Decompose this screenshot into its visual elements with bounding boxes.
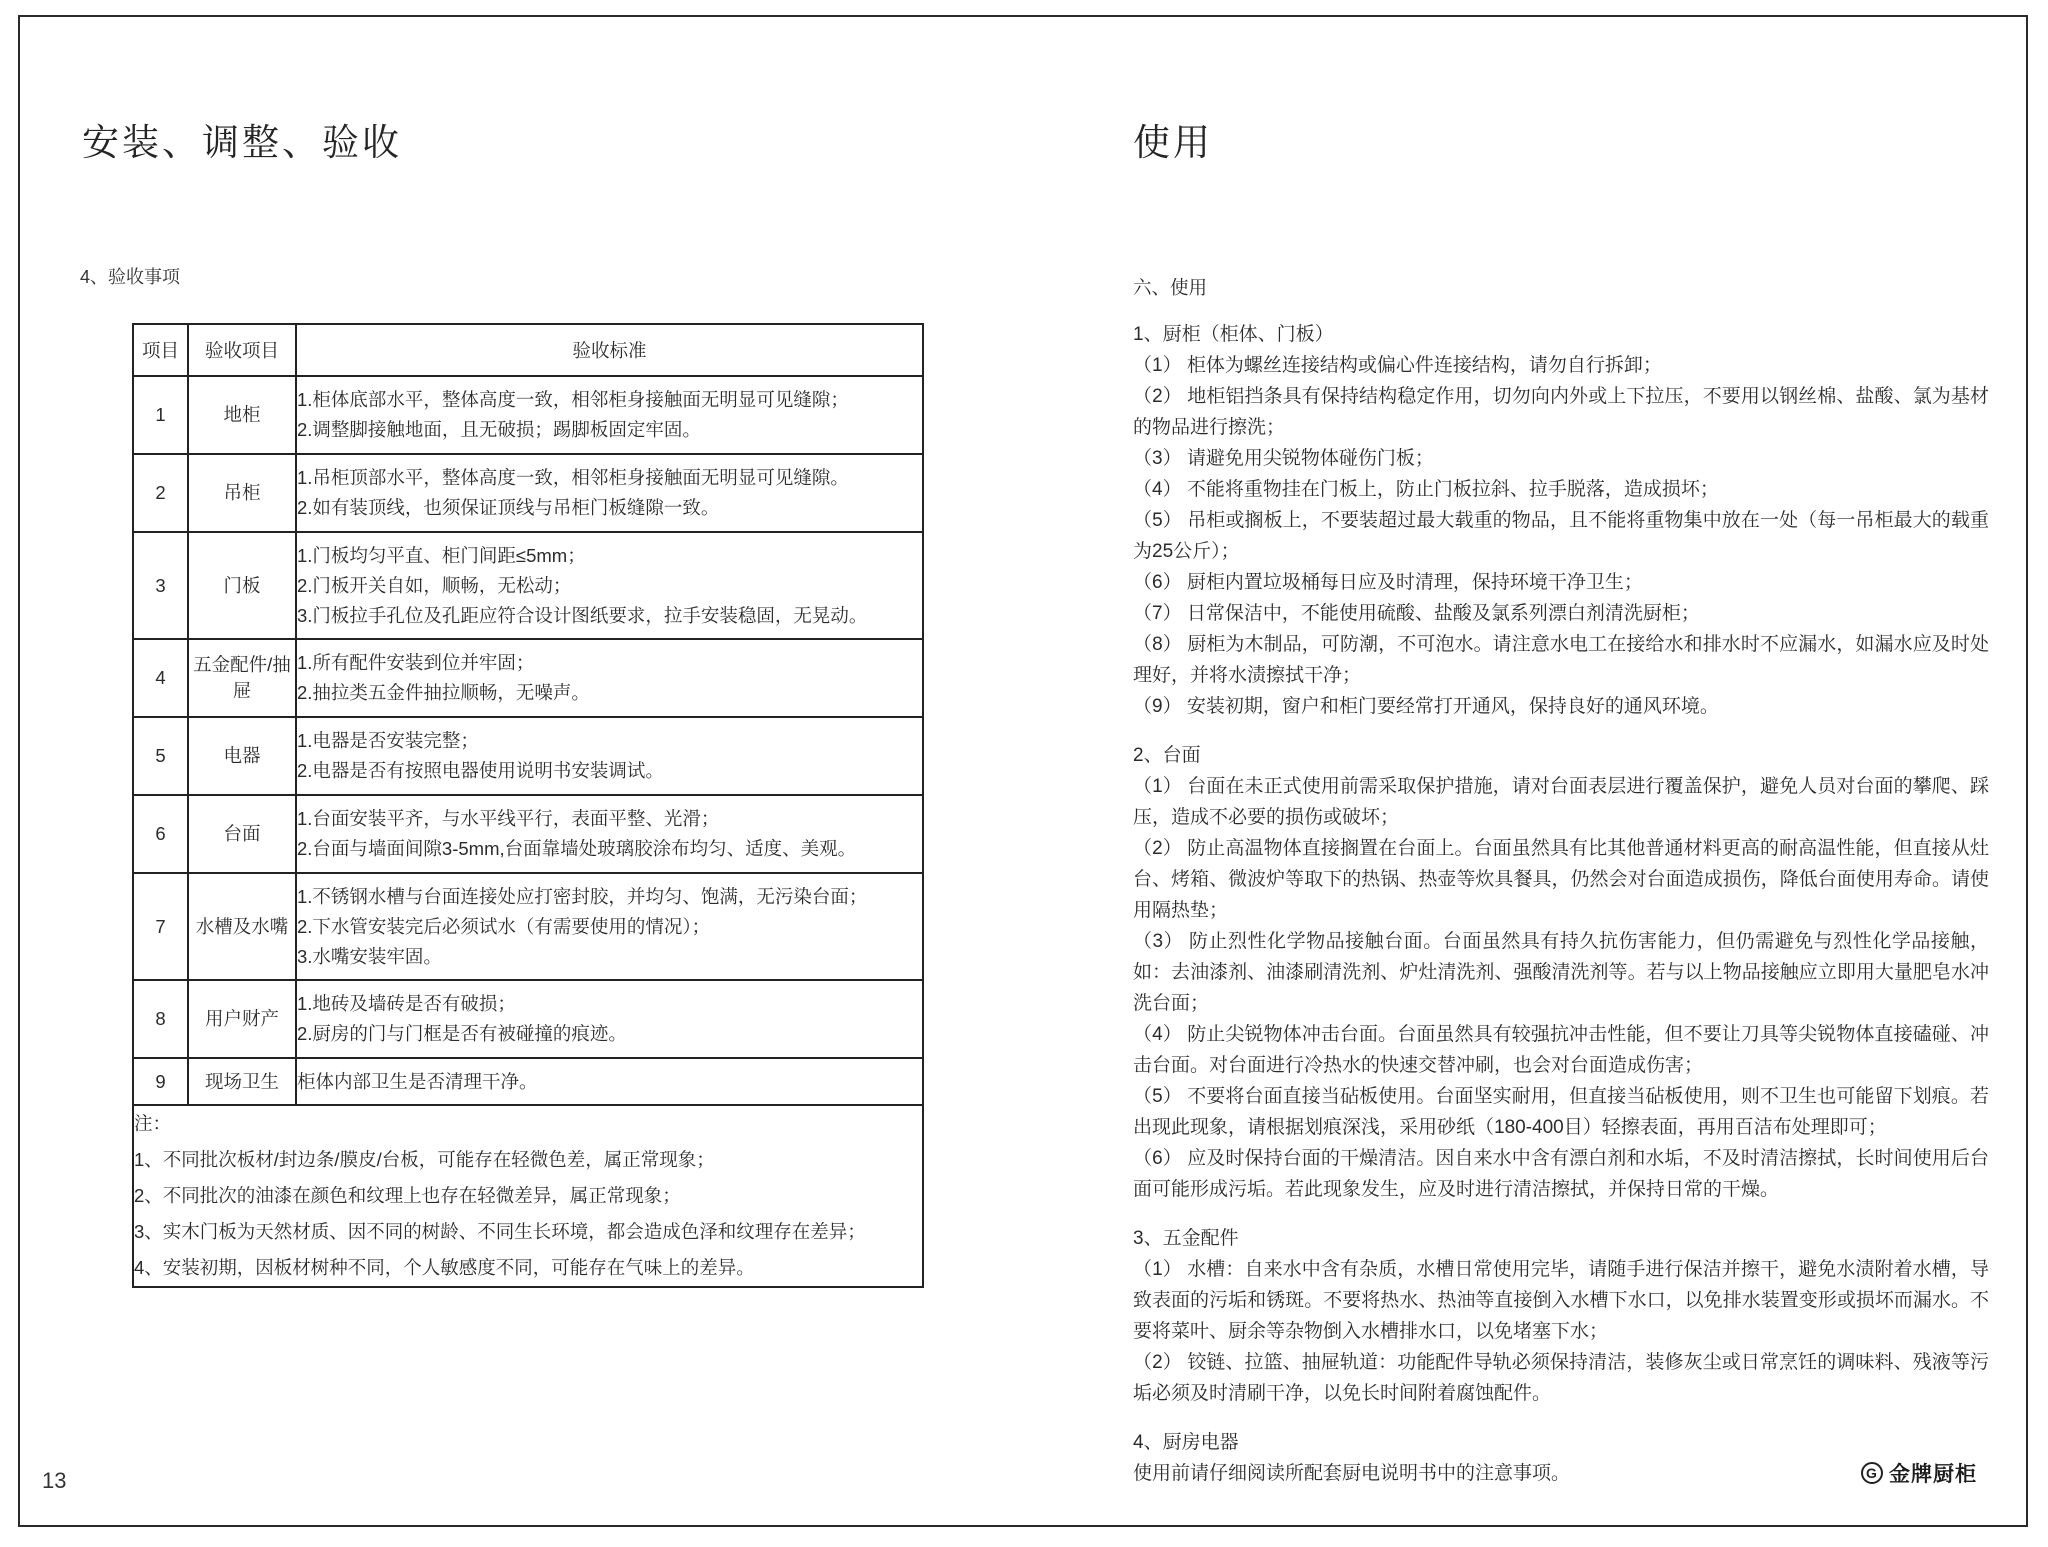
note-line: 2、不同批次的油漆在颜色和纹理上也存在轻微差异，属正常现象；	[134, 1185, 681, 1206]
usage-item: （1） 水槽：自来水中含有杂质，水槽日常使用完毕，请随手进行保洁并擦干，避免水渍附着水槽，导致表面的污垢和锈斑。不要将热水、热油等直接倒入水槽下水口，以免排水装置变形或损坏而漏水。不要将菜叶、厨余等杂物倒入水槽排水口，以免堵塞下水；	[1133, 1259, 1989, 1342]
usage-subsection-countertop	[1133, 740, 1989, 1205]
table-row	[133, 376, 923, 454]
usage-column	[1133, 272, 1989, 1489]
usage-item: （4） 不能将重物挂在门板上，防止门板拉斜、拉手脱落，造成损坏；	[1133, 479, 1719, 500]
notes-title: 注：	[134, 1113, 172, 1134]
usage-item: （6） 应及时保持台面的干燥清洁。因自来水中含有漂白剂和水垢，不及时清洁擦拭，长时间使用后台面可能形成污垢。若此现象发生，应及时进行清洁擦拭，并保持日常的干燥。	[1133, 1148, 1989, 1200]
row-standards	[296, 1058, 923, 1105]
left-page-title: 安装、调整、验收	[82, 122, 402, 163]
row-item: 电器	[188, 717, 296, 795]
header-item: 验收项目	[188, 324, 296, 376]
standard-line: 2.厨房的门与门框是否有被碰撞的痕迹。	[297, 1023, 627, 1044]
standard-line: 1.电器是否安装完整；	[297, 730, 479, 751]
usage-item: （1） 柜体为螺丝连接结构或偏心件连接结构，请勿自行拆卸；	[1133, 355, 1662, 376]
acceptance-table	[132, 323, 924, 1288]
standard-line: 2.如有装顶线，也须保证顶线与吊柜门板缝隙一致。	[297, 497, 720, 518]
row-number: 2	[133, 454, 188, 532]
row-number: 1	[133, 376, 188, 454]
page-number: 13	[42, 1468, 67, 1493]
standard-line: 1.门板均匀平直、柜门间距≤5mm；	[297, 544, 586, 566]
table-header-row	[133, 324, 923, 376]
standard-line: 2.电器是否有按照电器使用说明书安装调试。	[297, 760, 664, 781]
usage-item: （4） 防止尖锐物体冲击台面。台面虽然具有较强抗冲击性能，但不要让刀具等尖锐物体直接磕碰、冲击台面。对台面进行冷热水的快速交替冲刷，也会对台面造成伤害；	[1133, 1024, 1989, 1076]
row-number: 9	[133, 1058, 188, 1105]
row-standards	[296, 873, 923, 980]
table-row	[133, 795, 923, 873]
standard-line: 1.不锈钢水槽与台面连接处应打密封胶，并均匀、饱满，无污染台面；	[297, 885, 868, 907]
standard-line: 1.所有配件安装到位并牢固；	[297, 652, 535, 673]
standard-line: 2.抽拉类五金件抽拉顺畅，无噪声。	[297, 682, 590, 703]
standard-line: 1.柜体底部水平，整体高度一致，相邻柜身接触面无明显可见缝隙；	[297, 389, 849, 410]
usage-item: （5） 不要将台面直接当砧板使用。台面坚实耐用，但直接当砧板使用，则不卫生也可能留下划痕。若出现此现象，请根据划痕深浅，采用砂纸（180-400目）轻擦表面，再用百洁布处理即可；	[1133, 1086, 1989, 1138]
right-section-label: 六、使用	[1133, 277, 1208, 298]
right-page-title: 使用	[1133, 122, 1213, 163]
usage-item: （7） 日常保洁中，不能使用硫酸、盐酸及氯系列漂白剂清洗厨柜；	[1133, 603, 1700, 624]
note-line: 4、安装初期，因板材树种不同，个人敏感度不同，可能存在气味上的差异。	[134, 1257, 755, 1278]
table-notes	[133, 1105, 923, 1287]
usage-item: （3） 请避免用尖锐物体碰伤门板；	[1133, 448, 1434, 469]
standard-line: 3.门板拉手孔位及孔距应符合设计图纸要求，拉手安装稳固，无晃动。	[297, 604, 868, 626]
standard-line: 2.调整脚接触地面，且无破损；踢脚板固定牢固。	[297, 419, 701, 440]
standard-line: 1.地砖及墙砖是否有破损；	[297, 993, 516, 1014]
subsection-heading: 2、台面	[1133, 745, 1201, 766]
usage-item: 使用前请仔细阅读所配套厨电说明书中的注意事项。	[1133, 1463, 1571, 1484]
usage-item: （2） 地柜铝挡条具有保持结构稳定作用，切勿向内外或上下拉压，不要用以钢丝棉、盐酸、氯为基材的物品进行擦洗；	[1133, 386, 1989, 438]
subsection-heading: 1、厨柜（柜体、门板）	[1133, 324, 1334, 345]
usage-subsection-cabinet	[1133, 319, 1989, 722]
row-item: 现场卫生	[188, 1058, 296, 1105]
usage-item: （8） 厨柜为木制品，可防潮，不可泡水。请注意水电工在接给水和排水时不应漏水，如漏水应及时处理好，并将水渍擦拭干净；	[1133, 634, 1989, 686]
row-number: 8	[133, 980, 188, 1058]
row-number: 5	[133, 717, 188, 795]
row-item: 五金配件/抽屉	[188, 639, 296, 717]
row-item: 地柜	[188, 376, 296, 454]
usage-item: （2） 防止高温物体直接搁置在台面上。台面虽然具有比其他普通材料更高的耐高温性能，但直接从灶台、烤箱、微波炉等取下的热锅、热壶等炊具餐具，仍然会对台面造成损伤，降低台面使用寿命。请使用隔热垫；	[1133, 838, 1989, 921]
row-number: 3	[133, 532, 188, 639]
brand-name: 金牌厨柜	[1889, 1463, 1977, 1486]
usage-item: （6） 厨柜内置垃圾桶每日应及时清理，保持环境干净卫生；	[1133, 572, 1643, 593]
standard-line: 柜体内部卫生是否清理干净。	[297, 1070, 538, 1092]
table-row	[133, 980, 923, 1058]
row-item: 用户财产	[188, 980, 296, 1058]
standard-line: 1.吊柜顶部水平，整体高度一致，相邻柜身接触面无明显可见缝隙。	[297, 467, 849, 488]
table-row	[133, 639, 923, 717]
usage-item: （1） 台面在未正式使用前需采取保护措施，请对台面表层进行覆盖保护，避免人员对台面的攀爬、踩压，造成不必要的损伤或破坏；	[1133, 776, 1989, 828]
usage-item: （9） 安装初期，窗户和柜门要经常打开通风，保持良好的通风环境。	[1133, 696, 1719, 717]
table-row	[133, 454, 923, 532]
row-standards	[296, 532, 923, 639]
row-standards	[296, 795, 923, 873]
brand-g-icon: G	[1861, 1462, 1883, 1484]
row-standards	[296, 639, 923, 717]
note-line: 1、不同批次板材/封边条/膜皮/台板，可能存在轻微色差，属正常现象；	[134, 1149, 715, 1170]
row-standards	[296, 717, 923, 795]
usage-subsection-hardware	[1133, 1223, 1989, 1409]
header-no: 项目	[133, 324, 188, 376]
row-item: 台面	[188, 795, 296, 873]
subsection-heading: 3、五金配件	[1133, 1228, 1239, 1249]
table-row	[133, 717, 923, 795]
row-standards	[296, 454, 923, 532]
table-notes-row	[133, 1105, 923, 1287]
left-section-label: 4、验收事项	[80, 267, 181, 287]
row-standards	[296, 376, 923, 454]
standard-line: 1.台面安装平齐，与水平线平行，表面平整、光滑；	[297, 808, 720, 829]
row-item: 吊柜	[188, 454, 296, 532]
table-row	[133, 532, 923, 639]
usage-item: （2） 铰链、拉篮、抽屉轨道：功能配件导轨必须保持清洁，装修灰尘或日常烹饪的调味料、残液等污垢必须及时清刷干净，以免长时间附着腐蚀配件。	[1133, 1352, 1989, 1404]
row-item: 门板	[188, 532, 296, 639]
standard-line: 2.下水管安装完后必须试水（有需要使用的情况）；	[297, 915, 711, 937]
usage-item: （3） 防止烈性化学物品接触台面。台面虽然具有持久抗伤害能力，但仍需避免与烈性化学品接触，如：去油漆剂、油漆刷清洗剂、炉灶清洗剂、强酸清洗剂等。若与以上物品接触应立即用大量肥皂水冲洗台面；	[1133, 931, 1989, 1014]
table-row	[133, 873, 923, 980]
row-number: 6	[133, 795, 188, 873]
row-number: 7	[133, 873, 188, 980]
row-item: 水槽及水嘴	[188, 873, 296, 980]
table-row	[133, 1058, 923, 1105]
standard-line: 3.水嘴安装牢固。	[297, 945, 442, 967]
subsection-heading: 4、厨房电器	[1133, 1432, 1239, 1453]
usage-item: （5） 吊柜或搁板上，不要装超过最大载重的物品，且不能将重物集中放在一处（每一吊柜最大的载重为25公斤）；	[1133, 510, 1989, 562]
standard-line: 2.门板开关自如，顺畅，无松动；	[297, 574, 572, 596]
row-standards	[296, 980, 923, 1058]
header-standard: 验收标准	[296, 324, 923, 376]
note-line: 3、实木门板为天然材质、因不同的树龄、不同生长环境，都会造成色泽和纹理存在差异；	[134, 1221, 866, 1242]
brand-logo	[1861, 1458, 1977, 1488]
row-number: 4	[133, 639, 188, 717]
standard-line: 2.台面与墙面间隙3-5mm,台面靠墙处玻璃胶涂布均匀、适度、美观。	[297, 838, 857, 859]
